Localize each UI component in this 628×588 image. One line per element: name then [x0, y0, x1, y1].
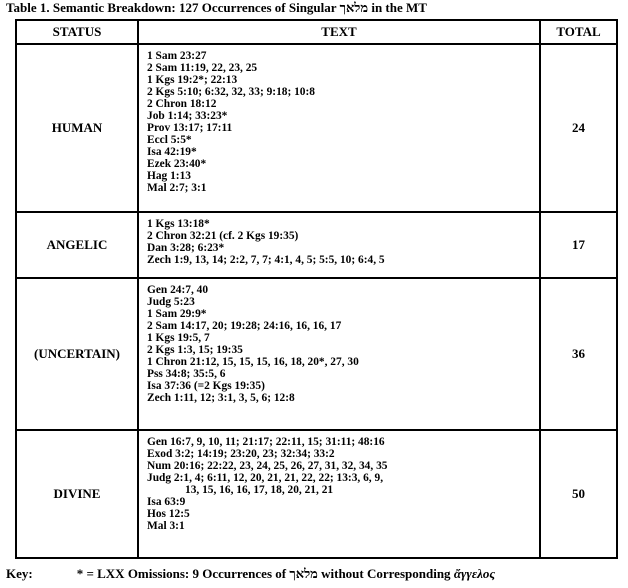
reference-line: Gen 24:7, 40	[147, 284, 209, 296]
table-row	[16, 212, 617, 278]
table-key	[6, 566, 495, 582]
reference-line: Zech 1:9, 13, 14; 2:2, 7, 7; 4:1, 4, 5; 5:5, 10; 6:4, 5	[147, 254, 385, 266]
reference-line: 1 Kgs 19:2*; 22:13	[147, 74, 238, 86]
table-row	[16, 430, 617, 558]
key-prefix: * = LXX Omissions: 9 Occurrences of	[76, 566, 287, 581]
reference-line: Eccl 5:5*	[147, 134, 192, 146]
header-row	[16, 20, 617, 44]
caption-prefix: Table 1. Semantic Breakdown: 127 Occurrences of Singular	[6, 0, 337, 15]
text-cell	[138, 430, 540, 558]
reference-line: Isa 42:19*	[147, 146, 197, 158]
total-cell: 24	[540, 44, 617, 212]
reference-line: Ezek 23:40*	[147, 158, 207, 170]
header-status: STATUS	[16, 20, 138, 44]
header-total: TOTAL	[540, 20, 617, 44]
reference-line: Gen 16:7, 9, 10, 11; 21:17; 22:11, 15; 31:11; 48:16	[147, 436, 385, 448]
caption-suffix: in the MT	[371, 0, 427, 15]
reference-line: 1 Sam 23:27	[147, 50, 207, 62]
reference-line: 2 Chron 32:21 (cf. 2 Kgs 19:35)	[147, 230, 299, 242]
reference-line: Exod 3:2; 14:19; 23:20, 23; 32:34; 33:2	[147, 448, 335, 460]
reference-line: 1 Chron 21:12, 15, 15, 15, 16, 18, 20*, 27, 30	[147, 356, 359, 368]
reference-line: 2 Sam 11:19, 22, 23, 25	[147, 62, 258, 74]
table-row	[16, 278, 617, 430]
reference-line: Job 1:14; 33:23*	[147, 110, 228, 122]
reference-line: Dan 3:28; 6:23*	[147, 242, 225, 254]
reference-line: Prov 13:17; 17:11	[147, 122, 233, 134]
key-label: Key:	[6, 566, 33, 581]
reference-line: Num 20:16; 22:22, 23, 24, 25, 26, 27, 31, 32, 34, 35	[147, 460, 388, 472]
text-cell	[138, 212, 540, 278]
total-cell: 17	[540, 212, 617, 278]
total-cell: 36	[540, 278, 617, 430]
reference-line: Mal 2:7; 3:1	[147, 182, 207, 194]
reference-line: 2 Kgs 1:3, 15; 19:35	[147, 344, 243, 356]
status-cell: DIVINE	[16, 430, 138, 558]
reference-line: Hag 1:13	[147, 170, 191, 182]
table-caption	[6, 0, 427, 16]
caption-hebrew-word: מלאך	[339, 1, 369, 16]
reference-line: Mal 3:1	[147, 520, 185, 532]
status-cell: (UNCERTAIN)	[16, 278, 138, 430]
reference-line: Judg 2:1, 4; 6:11, 12, 20, 21, 21, 22, 22; 13:3, 6, 9,	[147, 472, 384, 484]
text-cell	[138, 44, 540, 212]
status-cell: HUMAN	[16, 44, 138, 212]
reference-line: 13, 15, 16, 16, 17, 18, 20, 21, 21	[185, 484, 334, 496]
reference-line: Isa 63:9	[147, 496, 186, 508]
reference-line: 2 Sam 14:17, 20; 19:28; 24:16, 16, 16, 17	[147, 320, 342, 332]
status-cell: ANGELIC	[16, 212, 138, 278]
reference-line: 2 Kgs 5:10; 6:32, 32, 33; 9:18; 10:8	[147, 86, 315, 98]
key-hebrew-word: מלאך	[289, 567, 318, 582]
reference-line: 2 Chron 18:12	[147, 98, 217, 110]
key-greek-word: ἄγγελος	[453, 566, 496, 581]
reference-line: Pss 34:8; 35:5, 6	[147, 368, 226, 380]
header-text: TEXT	[138, 20, 540, 44]
key-suffix: without Corresponding	[321, 566, 451, 581]
reference-line: Zech 1:11, 12; 3:1, 3, 5, 6; 12:8	[147, 392, 295, 404]
reference-line: Judg 5:23	[147, 296, 195, 308]
text-cell	[138, 278, 540, 430]
reference-line: Isa 37:36 (=2 Kgs 19:35)	[147, 380, 265, 392]
table-row	[16, 44, 617, 212]
reference-line: 1 Kgs 13:18*	[147, 218, 210, 230]
reference-line: 1 Sam 29:9*	[147, 308, 207, 320]
semantic-breakdown-table	[15, 19, 618, 559]
reference-line: 1 Kgs 19:5, 7	[147, 332, 210, 344]
total-cell: 50	[540, 430, 617, 558]
reference-line: Hos 12:5	[147, 508, 190, 520]
